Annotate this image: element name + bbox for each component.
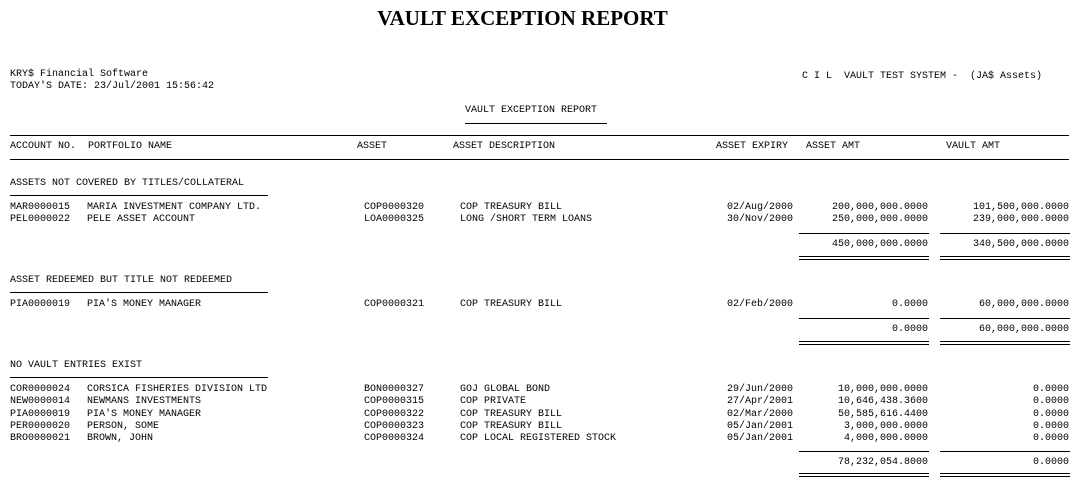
- row-asset: COP0000323: [364, 421, 425, 432]
- row-account: PER0000020: [10, 421, 71, 432]
- row-vault-amt: 0.0000: [1032, 433, 1069, 444]
- row-portfolio: PELE ASSET ACCOUNT: [87, 214, 196, 225]
- vault-subtotal-rule: [940, 233, 1070, 234]
- row-asset: COP0000320: [364, 202, 425, 213]
- vault-total: 60,000,000.0000: [978, 324, 1069, 335]
- vault-total: 0.0000: [1032, 457, 1069, 468]
- row-asset-amt: 4,000,000.0000: [843, 433, 928, 444]
- section-heading-underline: [10, 377, 268, 378]
- vault-total-double-rule: [940, 256, 1070, 260]
- asset-total: 0.0000: [891, 324, 928, 335]
- row-portfolio: MARIA INVESTMENT COMPANY LTD.: [87, 202, 262, 213]
- row-asset-amt: 200,000,000.0000: [831, 202, 928, 213]
- vault-subtotal-rule: [940, 451, 1070, 452]
- row-asset: COP0000322: [364, 409, 425, 420]
- col-asset: ASSET: [357, 141, 388, 152]
- row-expiry: 02/Mar/2000: [726, 409, 793, 420]
- row-expiry: 05/Jan/2001: [726, 433, 793, 444]
- asset-subtotal-rule: [799, 451, 929, 452]
- row-expiry: 05/Jan/2001: [726, 421, 793, 432]
- row-portfolio: NEWMANS INVESTMENTS: [87, 396, 202, 407]
- row-description: COP PRIVATE: [460, 396, 527, 407]
- row-asset-amt: 10,000,000.0000: [837, 384, 928, 395]
- row-description: COP TREASURY BILL: [460, 202, 563, 213]
- row-expiry: 02/Feb/2000: [726, 299, 793, 310]
- section-heading: ASSETS NOT COVERED BY TITLES/COLLATERAL: [10, 178, 245, 189]
- row-asset: BON0000327: [364, 384, 425, 395]
- col-asset-amt: ASSET AMT: [806, 141, 861, 152]
- row-portfolio: PIA'S MONEY MANAGER: [87, 299, 202, 310]
- asset-subtotal-rule: [799, 233, 929, 234]
- row-expiry: 02/Aug/2000: [726, 202, 793, 213]
- row-portfolio: PERSON, SOME: [87, 421, 160, 432]
- row-vault-amt: 0.0000: [1032, 421, 1069, 432]
- asset-total: 450,000,000.0000: [831, 239, 928, 250]
- row-description: COP TREASURY BILL: [460, 299, 563, 310]
- header-rule-top: [10, 135, 1069, 136]
- row-asset-amt: 50,585,616.4400: [837, 409, 928, 420]
- asset-total-double-rule: [799, 473, 929, 477]
- col-description: ASSET DESCRIPTION: [453, 141, 556, 152]
- row-description: COP TREASURY BILL: [460, 409, 563, 420]
- row-asset: COP0000324: [364, 433, 425, 444]
- row-description: GOJ GLOBAL BOND: [460, 384, 551, 395]
- col-account: ACCOUNT NO.: [10, 141, 77, 152]
- header-rule-bottom: [10, 159, 1069, 160]
- row-expiry: 27/Apr/2001: [726, 396, 793, 407]
- asset-subtotal-rule: [799, 318, 929, 319]
- section-heading: NO VAULT ENTRIES EXIST: [10, 360, 143, 371]
- row-asset: COP0000315: [364, 396, 425, 407]
- report-title: VAULT EXCEPTION REPORT: [377, 6, 668, 30]
- col-expiry: ASSET EXPIRY: [716, 141, 789, 152]
- section-heading: ASSET REDEEMED BUT TITLE NOT REDEEMED: [10, 275, 233, 286]
- row-portfolio: PIA'S MONEY MANAGER: [87, 409, 202, 420]
- asset-total-double-rule: [799, 341, 929, 345]
- col-vault-amt: VAULT AMT: [946, 141, 1001, 152]
- row-description: COP LOCAL REGISTERED STOCK: [460, 433, 617, 444]
- report-date: TODAY'S DATE: 23/Jul/2001 15:56:42: [10, 81, 215, 92]
- row-vault-amt: 0.0000: [1032, 409, 1069, 420]
- row-asset: COP0000321: [364, 299, 425, 310]
- row-asset-amt: 0.0000: [891, 299, 928, 310]
- row-account: BRO0000021: [10, 433, 71, 444]
- report-subtitle: VAULT EXCEPTION REPORT: [465, 105, 598, 116]
- asset-total: 78,232,054.8000: [837, 457, 928, 468]
- row-account: PEL0000022: [10, 214, 71, 225]
- row-asset: LOA0000325: [364, 214, 425, 225]
- row-vault-amt: 0.0000: [1032, 384, 1069, 395]
- system-name: C I L VAULT TEST SYSTEM - (JA$ Assets): [802, 71, 1043, 82]
- row-account: COR0000024: [10, 384, 71, 395]
- row-vault-amt: 239,000,000.0000: [972, 214, 1069, 225]
- vault-total: 340,500,000.0000: [972, 239, 1069, 250]
- col-portfolio: PORTFOLIO NAME: [88, 141, 173, 152]
- row-account: MAR0000015: [10, 202, 71, 213]
- row-asset-amt: 250,000,000.0000: [831, 214, 928, 225]
- vault-total-double-rule: [940, 341, 1070, 345]
- vault-total-double-rule: [940, 473, 1070, 477]
- row-account: NEW0000014: [10, 396, 71, 407]
- vault-subtotal-rule: [940, 318, 1070, 319]
- row-account: PIA0000019: [10, 409, 71, 420]
- row-portfolio: CORSICA FISHERIES DIVISION LTD: [87, 384, 268, 395]
- row-asset-amt: 3,000,000.0000: [843, 421, 928, 432]
- row-vault-amt: 101,500,000.0000: [972, 202, 1069, 213]
- row-vault-amt: 60,000,000.0000: [978, 299, 1069, 310]
- subtitle-underline: [465, 123, 607, 124]
- software-name: KRY$ Financial Software: [10, 69, 149, 80]
- row-portfolio: BROWN, JOHN: [87, 433, 154, 444]
- row-account: PIA0000019: [10, 299, 71, 310]
- row-expiry: 29/Jun/2000: [726, 384, 793, 395]
- section-heading-underline: [10, 195, 268, 196]
- asset-total-double-rule: [799, 256, 929, 260]
- section-heading-underline: [10, 292, 268, 293]
- row-description: LONG /SHORT TERM LOANS: [460, 214, 593, 225]
- row-asset-amt: 10,646,438.3600: [837, 396, 928, 407]
- row-vault-amt: 0.0000: [1032, 396, 1069, 407]
- row-expiry: 30/Nov/2000: [726, 214, 793, 225]
- row-description: COP TREASURY BILL: [460, 421, 563, 432]
